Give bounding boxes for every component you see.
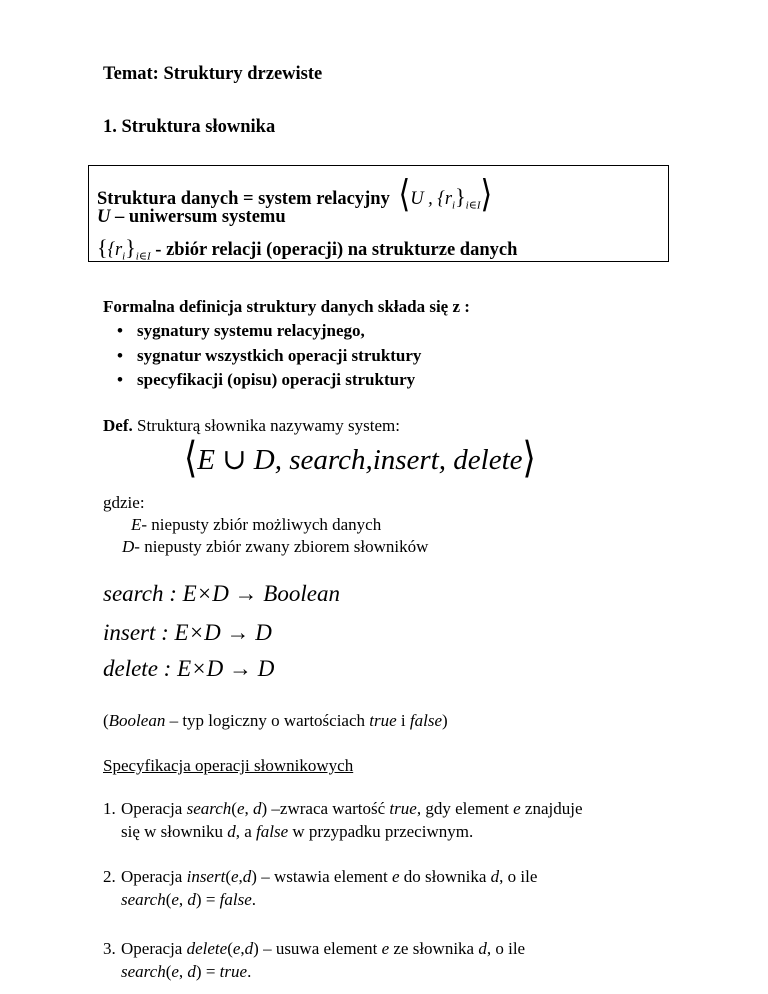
formal-heading: Formalna definicja struktury danych składa się z :: [103, 297, 470, 316]
spec-item-3-number: 3.: [103, 939, 116, 958]
spec-item-1-line2: się w słowniku d, a false w przypadku przeciwnym.: [121, 822, 474, 841]
formal-item-3: • specyfikacji (opisu) operacji struktury: [117, 370, 416, 389]
universe-symbol: U: [97, 207, 111, 227]
boolean-note: (Boolean – typ logiczny o wartościach true i false): [103, 711, 448, 730]
spec-item-1-number: 1.: [103, 799, 116, 818]
universe-text: – uniwersum systemu: [110, 207, 286, 227]
spec-item-3-line1: Operacja delete(e,d) – usuwa element e ze słownika d, o ile: [121, 939, 526, 958]
spec-heading: Specyfikacja operacji słownikowych: [103, 756, 354, 775]
def-line: [103, 416, 400, 436]
spec-item-2-line1: Operacja insert(e,d) – wstawia element e do słownika d, o ile: [121, 867, 538, 886]
box-line-1-text: Struktura danych = system relacyjny: [97, 189, 390, 209]
box-line-3: [97, 235, 517, 263]
formal-item-1: • sygnatury systemu relacyjnego,: [117, 321, 365, 340]
spec-item-1-line1: Operacja search(e, d) –zwraca wartość true, gdy element e znajduje: [121, 799, 583, 818]
where-label: gdzie:: [103, 493, 145, 512]
spec-item-2-line2: search(e, d) = false.: [121, 890, 257, 909]
signature-delete: delete : E×D → D: [103, 656, 275, 681]
def-text: Strukturą słownika nazywamy system:: [132, 416, 400, 435]
where-d: D- niepusty zbiór zwany zbiorem słowników: [122, 537, 429, 556]
signature-insert: insert : E×D → D: [103, 620, 272, 645]
page-title: Temat: Struktury drzewiste: [103, 64, 323, 84]
spec-item-2-number: 2.: [103, 867, 116, 886]
spec-item-3-line2: search(e, d) = true.: [121, 962, 252, 981]
dictionary-formula: ⟨E ∪ D, search,insert, delete⟩: [184, 435, 536, 482]
relations-symbol: {$\{r_i\}_{i\in I}$: [97, 235, 151, 263]
relational-system-formula: ⟨U , $\{r_i\}_{i\in I}⟩$: [398, 173, 493, 216]
section-heading: 1. Struktura słownika: [103, 117, 276, 137]
relations-text: - zbiór relacji (operacji) na strukturze danych: [150, 240, 518, 260]
formal-item-2: • sygnatur wszystkich operacji struktury: [117, 346, 422, 365]
where-e: E- niepusty zbiór możliwych danych: [131, 515, 382, 534]
def-label: Def.: [103, 416, 133, 435]
box-line-2: [97, 207, 286, 228]
signature-search: search : E×D → Boolean: [103, 581, 340, 606]
